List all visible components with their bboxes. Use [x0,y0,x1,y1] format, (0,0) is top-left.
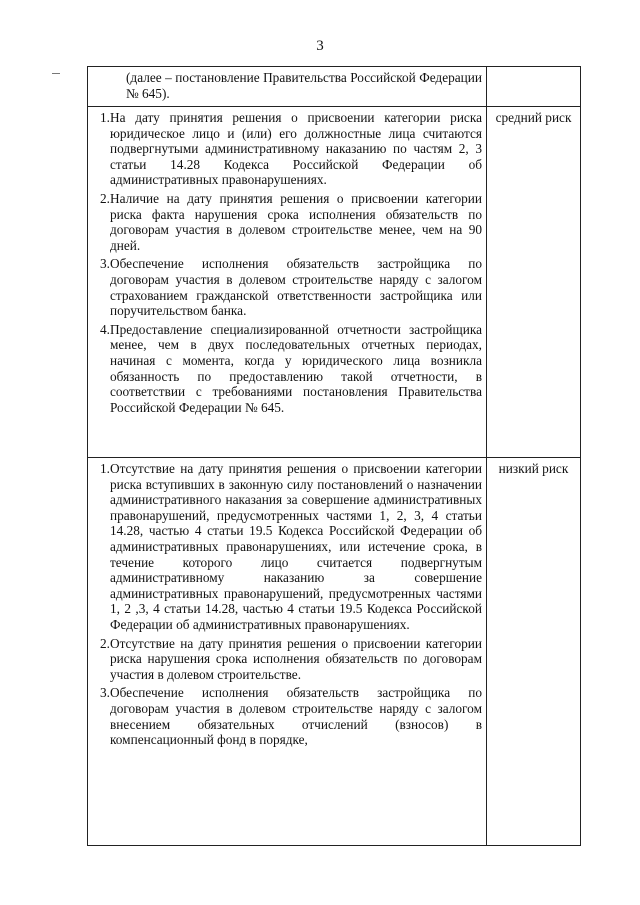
risk-level: средний риск [487,107,581,458]
criteria-item-number: 2. [100,190,110,206]
criteria-item-number: 1. [100,461,110,476]
criteria-item [92,322,482,416]
criteria-item-text: Наличие на дату принятия решения о присвоении категории риска факта нарушения срока исполнения обязательств по договорам участия в долевом строительстве менее, чем на 90 дней. [109,190,482,253]
risk-cell [487,67,581,107]
table-row [88,107,581,458]
criteria-item-text: Обеспечение исполнения обязательств застройщика по договорам участия в долевом строительстве наряду с залогом внесением обязательных отчислений (взносов) в компенсационный фонд в порядке, [109,685,482,748]
table-row [88,67,581,107]
criteria-item-text: Отсутствие на дату принятия решения о присвоении категории риска вступивших в законную силу постановлений о назначении административного наказания за совершение административных правонарушений, предусмотренных частями 1, 2, 3, 4 статьи 14.28, частью 4 статьи 19.5 Кодекса Российской Федерации об административных правонарушениях, или истечение срока, в течение которого лицо считается подвергнутым административному наказанию за совершение административных правонарушений, предусмотренных частями 1, 2 ,3, 4 статьи 14.28, частью 4 статьи 19.5 Кодекса Российской Федерации об административных правонарушениях. [109,461,482,632]
criteria-item-text: Предоставление специализированной отчетности застройщика менее, чем в двух последовательных отчетных периодах, начиная с момента, когда у юридического лица возникла обязанность по предоставлению такой отчетности, в соответствии с требованиями постановления Правительства Российской Федерации № 645. [109,321,482,415]
criteria-item [92,461,482,633]
criteria-item [92,191,482,253]
criteria-cell [88,67,487,107]
criteria-item [92,636,482,683]
page-number: 3 [316,38,324,54]
table-row [88,458,581,846]
criteria-item-number: 2. [100,635,110,651]
scan-artifact [52,73,60,74]
criteria-continuation: (далее – постановление Правительства Российской Федерации № 645). [126,70,482,101]
criteria-item-text: Отсутствие на дату принятия решения о присвоении категории риска нарушения срока исполнения обязательств по договорам участия в долевом строительстве. [109,635,482,682]
criteria-item-number: 3. [100,685,110,701]
criteria-item [92,110,482,188]
criteria-item [92,256,482,318]
criteria-item-text: Обеспечение исполнения обязательств застройщика по договорам участия в долевом строительстве наряду с залогом страхованием гражданской ответственности застройщика или поручительством банка. [109,256,482,319]
risk-level: низкий риск [487,458,581,846]
criteria-cell [88,458,487,846]
criteria-item [92,685,482,747]
criteria-item-text: На дату принятия решения о присвоении категории риска юридическое лицо и (или) его должностные лица считаются подвергнутыми административному наказанию по частям 2, 3 статьи 14.28 Кодекса Российской Федерации об административных правонарушениях. [109,110,482,188]
criteria-item-number: 3. [100,256,110,272]
risk-criteria-table [87,66,581,846]
criteria-item-number: 4. [100,321,110,337]
criteria-cell [88,107,487,458]
criteria-item-number: 1. [100,110,110,125]
